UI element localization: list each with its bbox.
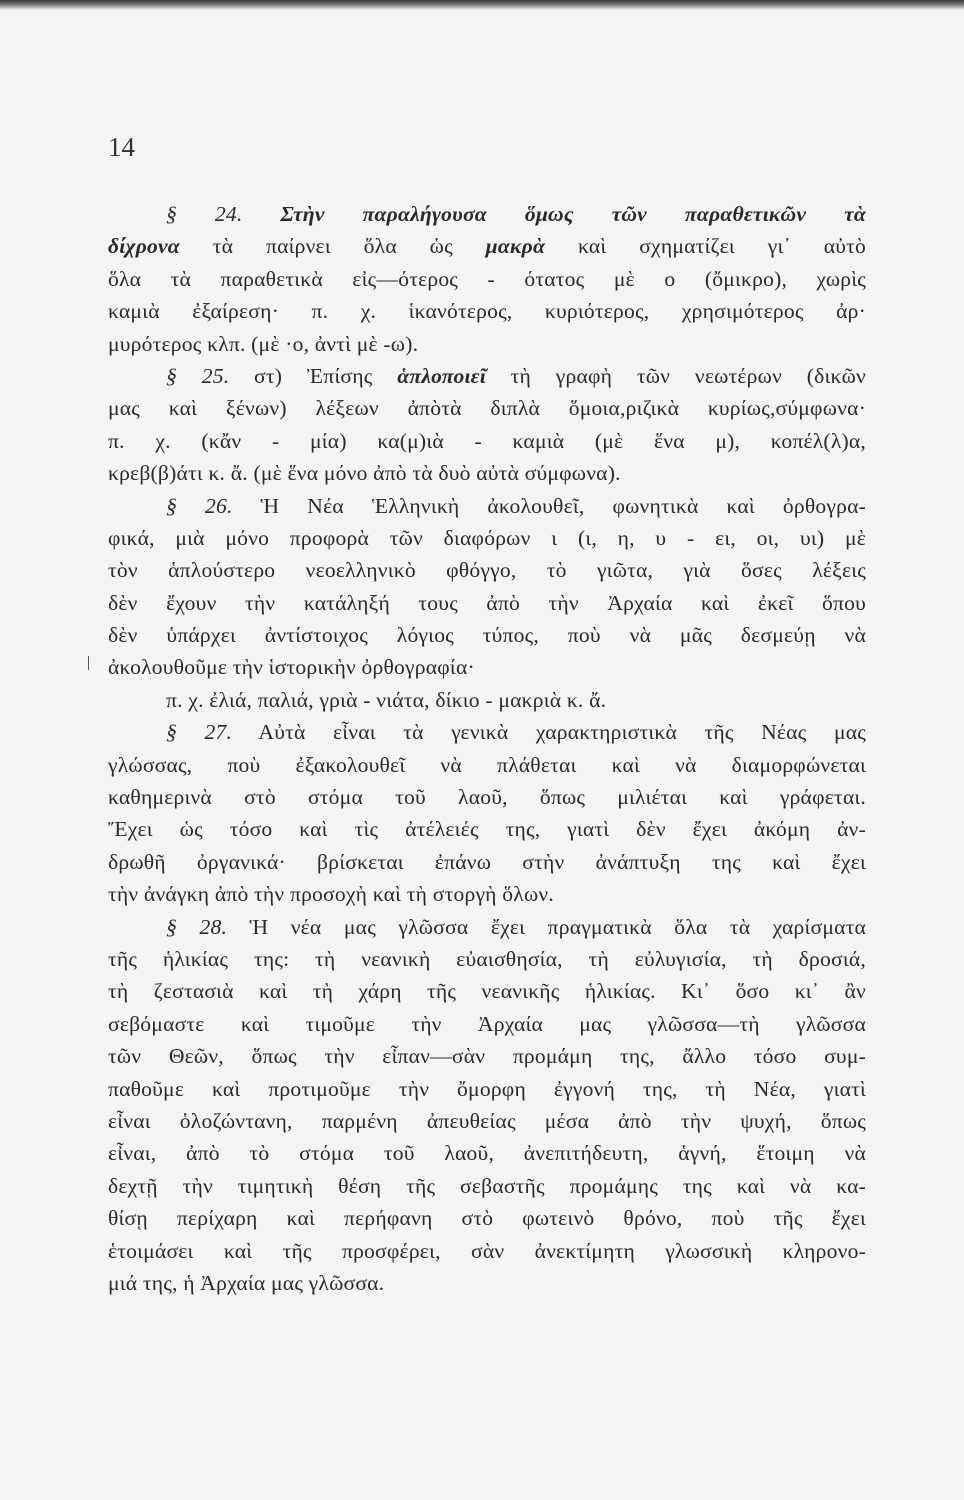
section-number: § 25. [166,363,230,388]
text-line: Ἔχει ὡς τόσο καὶ τὶς ἀτέλειές της, γιατὶ δὲν ἔχει ἀκόμη ἀν- [108,817,866,842]
emphasis-text: μακρὰ [485,234,546,259]
scan-top-edge [0,0,964,10]
text-line: γλώσσας, ποὺ ἐξακολουθεῖ νὰ πλάθεται καὶ νὰ διαμορφώνεται [108,752,866,777]
text-line: π. χ. (κἄν - μία) κα(μ)ιὰ - καμιὰ (μὲ ἕνα μ), κοπέλ(λ)α, [108,428,866,453]
text-run: Ἡ νέα μας γλῶσσα ἔχει πραγματικὰ ὅλα τὰ χαρίσματα [227,914,866,939]
text-line: δὲν ὑπάρχει ἀντίστοιχος λόγιος τύπος, ποὺ νὰ μᾶς δεσμεύῃ νὰ [108,623,866,648]
text-line: καθημερινὰ στὸ στόμα τοῦ λαοῦ, ὅπως μιλιέται καὶ γράφεται. [108,785,866,810]
text-line: εἶναι, ἀπὸ τὸ στόμα τοῦ λαοῦ, ἀνεπιτήδευτη, ἁγνή, ἕτοιμη νὰ [108,1141,866,1166]
text-line: π. χ. ἐλιά, παλιά, γριὰ - νιάτα, δίκιο - μακριὰ κ. ἄ. [166,687,607,712]
text-run: Αὐτὰ εἶναι τὰ γενικὰ χαρακτηριστικὰ τῆς Νέας μας [232,720,866,745]
text-line: ἑτοιμάσει καὶ τῆς προσφέρει, σὰν ἀνεκτίμητη γλωσσικὴ κληρονο- [108,1238,866,1263]
text-line: μυρότερος κλπ. (μὲ ·ο, ἀντὶ μὲ -ω). [108,331,419,356]
margin-mark [88,656,89,670]
text-line: τὸν ἁπλούστερο νεοελληνικὸ φθόγγο, τὸ γιῶτα, γιὰ ὅσες λέξεις [108,558,866,583]
text-run: τὰ παίρνει ὅλα ὡς [179,234,486,259]
text-line: τῆς ἡλικίας της: τὴ νεανικὴ εὐαισθησία, τὴ εὐλυγισία, τὴ δροσιά, [108,946,866,971]
text-line: δεχτῇ τὴν τιμητικὴ θέση τῆς σεβαστῆς προμάμης της καὶ νὰ κα- [108,1173,866,1198]
page-number: 14 [108,132,135,162]
text-line [108,230,866,262]
text-line: σεβόμαστε καὶ τιμοῦμε τὴν Ἀρχαία μας γλῶσσα—τὴ γλῶσσα [108,1011,866,1036]
emphasis-text: ἁπλοποιεῖ [397,363,486,388]
text-line: ἀκολουθοῦμε τὴν ἱστορικὴν ὀρθογραφία· [108,655,475,680]
text-line: μας καὶ ξένων) λέξεων ἀπὸτὰ διπλὰ ὅμοια,ριζικὰ κυρίως,σύμφωνα· [108,396,866,421]
text-run: καὶ σχηματίζει γι᾿ αὐτὸ [545,234,866,259]
text-line: ὅλα τὰ παραθετικὰ εἰς—ότερος - ότατος μὲ ο (ὄμικρο), χωρὶς [108,266,866,291]
text-line [108,716,866,748]
text-line: δὲν ἔχουν τὴν κατάληξή τους ἀπὸ τὴν Ἀρχαία καὶ ἐκεῖ ὅπου [108,590,866,615]
text-line: φικά, μιὰ μόνο προφορὰ τῶν διαφόρων ι (ι, η, υ - ει, οι, υι) μὲ [108,525,866,550]
text-run: στ) Ἐπίσης [229,363,398,388]
text-run: Ἡ Νέα Ἑλληνικὴ ἀκολουθεῖ, φωνητικὰ καὶ ὀρθογρα- [232,493,866,518]
text-line [108,911,866,943]
text-line [108,198,866,230]
text-line: τὴ ζεστασιὰ καὶ τὴ χάρη τῆς νεανικῆς ἡλικίας. Κι᾿ ὅσο κι᾿ ἂν [108,979,866,1004]
section-number: § 24. [166,202,243,226]
section-number: § 28. [166,914,228,939]
text-line [108,490,866,522]
text-line: τῶν Θεῶν, ὅπως τὴν εἶπαν—σὰν προμάμη της, ἄλλο τόσο συμ- [108,1044,866,1069]
section-number: § 26. [166,493,233,518]
emphasis-text: Στὴν παραλήγουσα ὅμως τῶν παραθετικῶν τὰ [280,202,866,226]
text-line: καμιὰ ἐξαίρεση· π. χ. ἱκανότερος, κυριότερος, χρησιμότερος ἀρ· [108,299,866,324]
text-line: εἶναι ὁλοζώντανη, παρμένη ἀπευθείας μέσα ἀπὸ τὴν ψυχή, ὅπως [108,1108,866,1133]
body-text [108,198,866,1299]
text-line: τὴν ἀνάγκη ἀπὸ τὴν προσοχὴ καὶ τὴ στοργὴ ὅλων. [108,882,554,907]
text-run [243,202,281,226]
text-line: θίσῃ περίχαρη καὶ περήφανη στὸ φωτεινὸ θρόνο, ποὺ τῆς ἔχει [108,1206,866,1231]
emphasis-text: δίχρονα [108,234,180,259]
section-number: § 27. [166,720,233,745]
text-run: τὴ γραφὴ τῶν νεωτέρων (δικῶν [485,363,866,388]
text-line: δρωθῆ ὀργανικά· βρίσκεται ἐπάνω στὴν ἀνάπτυξη της καὶ ἔχει [108,849,866,874]
text-line: παθοῦμε καὶ προτιμοῦμε τὴν ὄμορφη ἐγγονή της, τὴ Νέα, γιατὶ [108,1076,866,1101]
text-line: μιά της, ἡ Ἀρχαία μας γλῶσσα. [108,1270,385,1295]
text-line [108,360,866,392]
text-line: κρεβ(β)άτι κ. ἄ. (μὲ ἕνα μόνο ἀπὸ τὰ δυὸ αὐτὰ σύμφωνα). [108,461,621,486]
